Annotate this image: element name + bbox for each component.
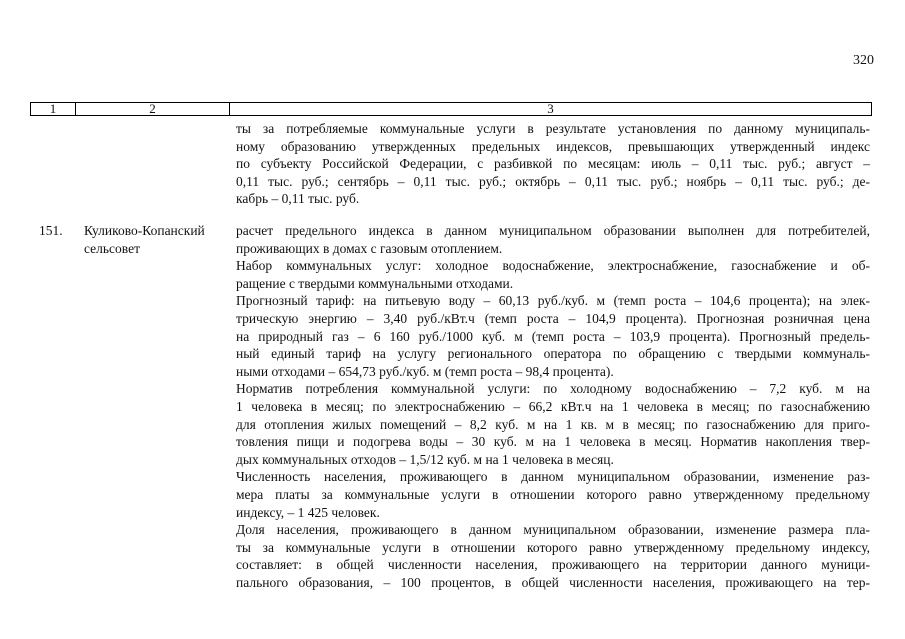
text-line: на природный газ – 6 160 руб./1000 куб. м (темп роста – 103,9 процента). Прогнозный предель- [236,328,870,344]
column-header-3: 3 [547,101,554,116]
entry-number: 151. [39,223,63,238]
text-line: расчет предельного индекса в данном муниципальном образовании выполнен для потребителей, [236,223,870,238]
text-line: дых коммунальных отходов – 1,5/12 куб. м на 1 человека в месяц. [236,451,614,467]
text-line: трическую энергию – 3,40 руб./кВт.ч (темп роста – 104,9 процента). Прогнозная розничная цена [236,310,870,326]
text-line: индексу, – 1 425 человек. [236,504,380,520]
text-line: ращение с твердыми коммунальными отходами. [236,275,514,291]
municipality-line: Куликово-Копанский [84,223,205,238]
text-line: 0,11 тыс. руб.; сентябрь – 0,11 тыс. руб.; октябрь – 0,11 тыс. руб.; ноябрь – 0,11 тыс. руб.; де- [236,173,870,189]
column-header-2: 2 [76,103,230,115]
text-line: проживающих в домах с газовым отоплением. [236,240,503,256]
text-line: составляет: в общей численности населения, проживающего на территории данного муници- [236,557,870,573]
text-line: ты за потребляемые коммунальные услуги в результате установления по данному муниципаль- [236,121,870,136]
text-line: Доля населения, проживающего в данном муниципальном образовании, изменение размера пла- [236,522,870,538]
text-line: Норматив потребления коммунальной услуги: по холодному водоснабжению – 7,2 куб. м на [236,381,870,397]
entry-text [236,222,870,591]
text-line: ты за коммунальные услуги в отношении которого равно утвержденному предельному индексу, [236,539,870,555]
continuation-text [236,120,870,208]
text-line: пального образования, – 100 процентов, в общей численности населения, проживающего на тер- [236,574,870,590]
text-line: Набор коммунальных услуг: холодное водоснабжение, электроснабжение, газоснабжение и об- [236,258,870,274]
text-line: по субъекту Российской Федерации, с разбивкой по месяцам: июль – 0,11 тыс. руб.; август – [236,156,870,172]
text-line: кабрь – 0,11 тыс. руб. [236,191,360,207]
text-line: для отопления жилых помещений – 8,2 куб. м на 1 кв. м в месяц; по газоснабжению для приго- [236,416,870,432]
entry-municipality [84,222,232,257]
text-line: Численность населения, проживающего в данном муниципальном образовании, изменение раз- [236,469,870,485]
text-line: 1 человека в месяц; по электроснабжению – 66,2 кВт.ч на 1 человека в месяц; по газоснабжению [236,398,870,414]
page-number: 320 [853,53,874,68]
text-line: Прогнозный тариф: на питьевую воду – 60,13 руб./куб. м (темп роста – 104,6 процента); на элек- [236,293,870,309]
text-line: мера платы за коммунальные услуги в отношении которого равно утвержденному предельному [236,486,870,502]
text-line: товления пищи и подогрева воды – 30 куб. м на 1 человека в месяц. Норматив накопления твер- [236,434,870,450]
text-line: ными отходами – 654,73 руб./куб. м (темп роста – 98,4 процента). [236,363,614,379]
column-header-row [30,102,872,116]
text-line: ному образованию утвержденных предельных индексов, превышающих утвержденный индекс [236,138,870,154]
municipality-line: сельсовет [84,240,140,256]
column-header-1: 1 [31,103,76,115]
text-line: ный единый тариф на услугу регионального оператора по обращению с твердыми коммуналь- [236,346,870,362]
